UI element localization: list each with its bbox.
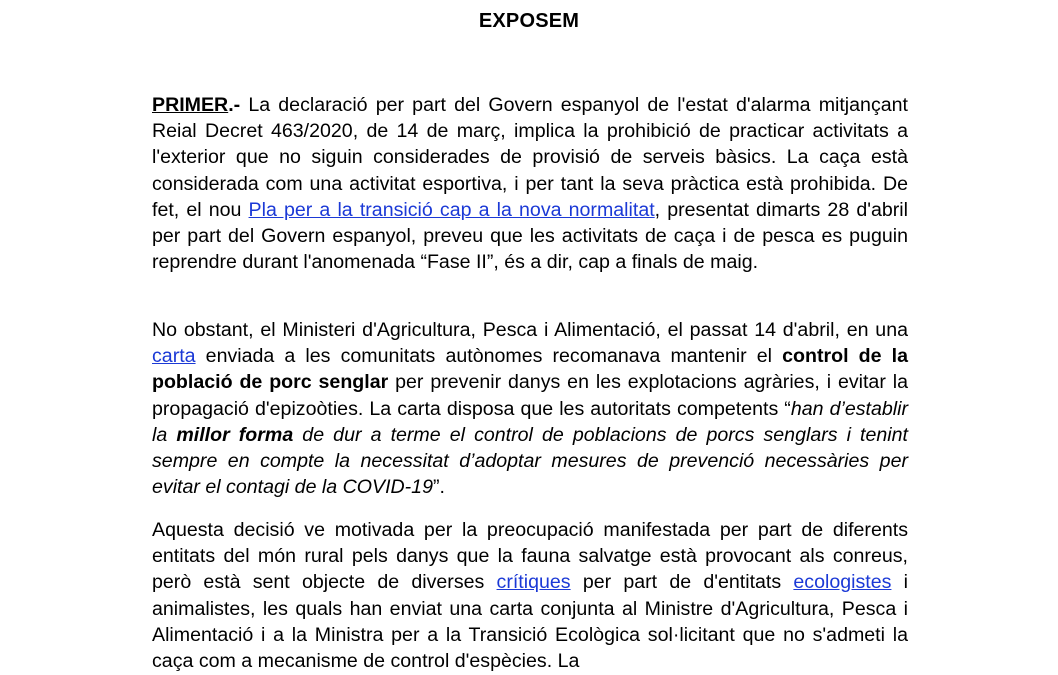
italic-quote: han d’establir la [152,397,908,446]
primer-lead-suffix: .- [228,94,241,116]
paragraph-primer [152,92,908,275]
paragraph-text: La declaració per part del Govern espanyol de l'estat d'alarma mitjançant Reial Decret 463/2020, de 14 de març, implica la prohibició de practicar activitats a l'exterior que no siguin considerades de provisió de serveis bàsics. La caça està considerada com una activitat esportiva, i per tant la seva pràctica està prohibida. De fet, el nou [152,94,908,221]
paragraph-text: per part de d'entitats [570,571,794,594]
section-heading: EXPOSEM [478,10,580,32]
primer-lead: PRIMER [152,94,229,116]
bold-text: control de la població de porc senglar [152,345,908,394]
paragraph-text: Aquesta decisió ve motivada per la preocupació manifestada per part de diferents entitats del món rural pels danys que la fauna salvatge està provocant als conreus, però està sent objecte de diverses [152,519,908,594]
link-ecologistes[interactable]: ecologistes [793,571,892,594]
paragraph-text: per prevenir danys en les explotacions agràries, i evitar la propagació d'epizoòties. La carta disposa que les autoritats competents “ [152,371,908,420]
paragraph-text: enviada a les comunitats autònomes recomanava mantenir el [195,345,783,368]
link-critiques[interactable]: crítiques [496,571,571,594]
paragraph-text: i animalistes, les quals han enviat una carta conjunta al Ministre d'Agricultura, Pesca i Alimentació i a la Ministra per a la Transició Ecològica sol·licitant que no s'admeti la caça com a mecanisme de control d'espècies. La [152,571,909,673]
paragraph-no-obstant [152,317,908,500]
bold-italic-text: millor forma [176,423,294,446]
paragraph-text: , presentat dimarts 28 d'abril per part del Govern espanyol, preveu que les activitats de caça i de pesca es puguin reprendre durant l'anomenada “Fase II”, és a dir, cap a finals de maig. [152,198,908,274]
italic-quote: de dur a terme el control de poblacions de porcs senglars i tenint sempre en compte la necessitat d’adoptar mesures de prevenció necessàries per evitar el contagi de la COVID-19 [152,423,908,499]
link-carta[interactable]: carta [152,345,196,368]
paragraph-aquesta [152,517,908,674]
paragraph-text: No obstant, el Ministeri d'Agricultura, Pesca i Alimentació, el passat 14 d'abril, en una [152,319,908,341]
link-pla-transicio[interactable]: Pla per a la transició cap a la nova normalitat [248,198,655,221]
paragraph-text: ”. [432,476,445,499]
